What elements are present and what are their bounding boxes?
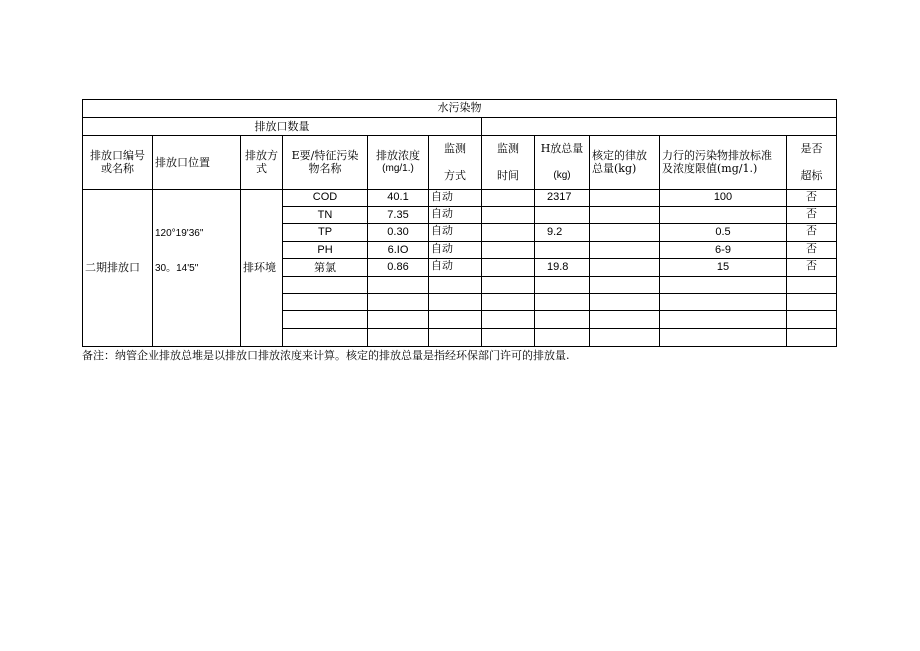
header-monitor-mode-line1: 监测 xyxy=(444,142,466,156)
header-exceed xyxy=(787,135,837,189)
cell-monitor-mode xyxy=(429,311,482,328)
header-concentration-line2: (mg/1.) xyxy=(382,163,414,175)
cell-standard xyxy=(660,276,787,293)
cell-exceed: 否 xyxy=(787,189,837,206)
header-standard-line1: 力行的污染物排放标准 xyxy=(662,149,772,163)
outlet-location xyxy=(153,189,241,346)
header-concentration-line1: 排放浓度 xyxy=(376,149,420,163)
column-header-row xyxy=(83,135,837,189)
header-approved-total-line1: 核定的律放 xyxy=(592,149,647,163)
cell-total xyxy=(535,293,590,310)
water-pollutant-table xyxy=(82,99,837,347)
cell-pollutant: PH xyxy=(283,241,368,258)
cell-concentration: 7.35 xyxy=(368,207,429,224)
cell-monitor-mode xyxy=(429,293,482,310)
cell-pollutant xyxy=(283,311,368,328)
header-outlet-id-line2: 或名称 xyxy=(101,162,134,176)
cell-total xyxy=(535,311,590,328)
cell-approved-total xyxy=(590,276,660,293)
cell-pollutant xyxy=(283,328,368,346)
group-header-row xyxy=(83,118,837,135)
header-approved-total-line2: 总量(kg) xyxy=(592,162,637,176)
table-row xyxy=(83,189,837,206)
water-pollutant-table-wrapper xyxy=(82,99,836,347)
cell-exceed: 否 xyxy=(787,259,837,276)
group-header-blank xyxy=(482,118,837,135)
cell-monitor-time xyxy=(482,189,535,206)
footnote: 备注：纳管企业排放总堆是以排放口排放浓度来计算。核定的排放总量是指经环保部门许可的排放量. xyxy=(82,349,570,362)
cell-standard xyxy=(660,207,787,224)
cell-pollutant: 第氯 xyxy=(283,259,368,276)
header-total xyxy=(535,135,590,189)
cell-approved-total xyxy=(590,241,660,258)
header-monitor-time-line2: 时间 xyxy=(497,169,519,183)
cell-exceed xyxy=(787,328,837,346)
cell-concentration: 0.30 xyxy=(368,224,429,241)
header-monitor-time-line1: 监测 xyxy=(497,142,519,156)
header-approved-total xyxy=(590,135,660,189)
cell-exceed xyxy=(787,293,837,310)
cell-monitor-time xyxy=(482,207,535,224)
cell-total: 19.8 xyxy=(535,259,590,276)
cell-concentration: 0.86 xyxy=(368,259,429,276)
header-total-line1: H放总量 xyxy=(540,142,584,156)
cell-standard xyxy=(660,328,787,346)
cell-concentration xyxy=(368,293,429,310)
header-standard xyxy=(660,135,787,189)
cell-monitor-mode: 自动 xyxy=(429,224,482,241)
cell-approved-total xyxy=(590,189,660,206)
cell-exceed: 否 xyxy=(787,207,837,224)
cell-concentration xyxy=(368,328,429,346)
header-pollutant xyxy=(283,135,368,189)
cell-total: 2317 xyxy=(535,189,590,206)
cell-total xyxy=(535,241,590,258)
cell-approved-total xyxy=(590,259,660,276)
header-exceed-line2: 超标 xyxy=(800,169,823,183)
cell-monitor-time xyxy=(482,241,535,258)
cell-approved-total xyxy=(590,224,660,241)
cell-standard xyxy=(660,293,787,310)
cell-monitor-time xyxy=(482,293,535,310)
cell-monitor-mode xyxy=(429,276,482,293)
cell-concentration: 6.IO xyxy=(368,241,429,258)
cell-exceed xyxy=(787,311,837,328)
cell-total: 9.2 xyxy=(535,224,590,241)
header-discharge-mode-line1: 排放方 xyxy=(245,149,278,163)
header-discharge-mode xyxy=(241,135,283,189)
cell-pollutant: COD xyxy=(283,189,368,206)
cell-approved-total xyxy=(590,311,660,328)
cell-monitor-mode: 自动 xyxy=(429,207,482,224)
cell-pollutant xyxy=(283,276,368,293)
cell-monitor-mode: 自动 xyxy=(429,241,482,258)
cell-exceed: 否 xyxy=(787,224,837,241)
cell-total xyxy=(535,328,590,346)
table-title: 水污染物 xyxy=(83,100,837,118)
cell-monitor-time xyxy=(482,276,535,293)
table-title-row xyxy=(83,100,837,118)
cell-monitor-mode: 自动 xyxy=(429,259,482,276)
header-outlet-id-line1: 排放口编号 xyxy=(90,149,145,163)
cell-pollutant: TN xyxy=(283,207,368,224)
header-concentration xyxy=(368,135,429,189)
header-monitor-mode-line2: 方式 xyxy=(444,169,466,183)
outlet-location-line1: 120°19'36" xyxy=(155,227,204,239)
cell-monitor-time xyxy=(482,328,535,346)
cell-monitor-mode xyxy=(429,328,482,346)
cell-monitor-time xyxy=(482,311,535,328)
cell-approved-total xyxy=(590,293,660,310)
header-total-line2: (kg) xyxy=(553,170,571,182)
header-outlet-id xyxy=(83,135,153,189)
cell-monitor-time xyxy=(482,259,535,276)
cell-approved-total xyxy=(590,207,660,224)
cell-standard: 6-9 xyxy=(660,241,787,258)
cell-pollutant xyxy=(283,293,368,310)
header-outlet-location: 排放口位置 xyxy=(153,135,241,189)
cell-concentration xyxy=(368,311,429,328)
cell-standard: 15 xyxy=(660,259,787,276)
cell-concentration: 40.1 xyxy=(368,189,429,206)
header-exceed-line1: 是否 xyxy=(800,142,823,156)
outlet-discharge-mode: 排环境 xyxy=(241,189,283,346)
header-pollutant-line1: E要/特征污染 xyxy=(291,149,359,163)
header-monitor-time xyxy=(482,135,535,189)
cell-approved-total xyxy=(590,328,660,346)
cell-monitor-mode: 自动 xyxy=(429,189,482,206)
header-pollutant-line2: 物名称 xyxy=(308,162,342,176)
header-monitor-mode xyxy=(429,135,482,189)
cell-concentration xyxy=(368,276,429,293)
header-discharge-mode-line2: 式 xyxy=(256,162,267,176)
cell-total xyxy=(535,276,590,293)
cell-pollutant: TP xyxy=(283,224,368,241)
cell-standard: 0.5 xyxy=(660,224,787,241)
cell-monitor-time xyxy=(482,224,535,241)
group-header-outlet-count: 排放口数量 xyxy=(83,118,482,135)
cell-standard xyxy=(660,311,787,328)
header-standard-line2: 及浓度限值(mg/1.) xyxy=(662,162,758,176)
cell-exceed xyxy=(787,276,837,293)
cell-exceed: 否 xyxy=(787,241,837,258)
outlet-name: 二期排放口 xyxy=(83,189,153,346)
cell-standard: 100 xyxy=(660,189,787,206)
outlet-location-line2: 30。14'5" xyxy=(155,262,199,274)
cell-total xyxy=(535,207,590,224)
